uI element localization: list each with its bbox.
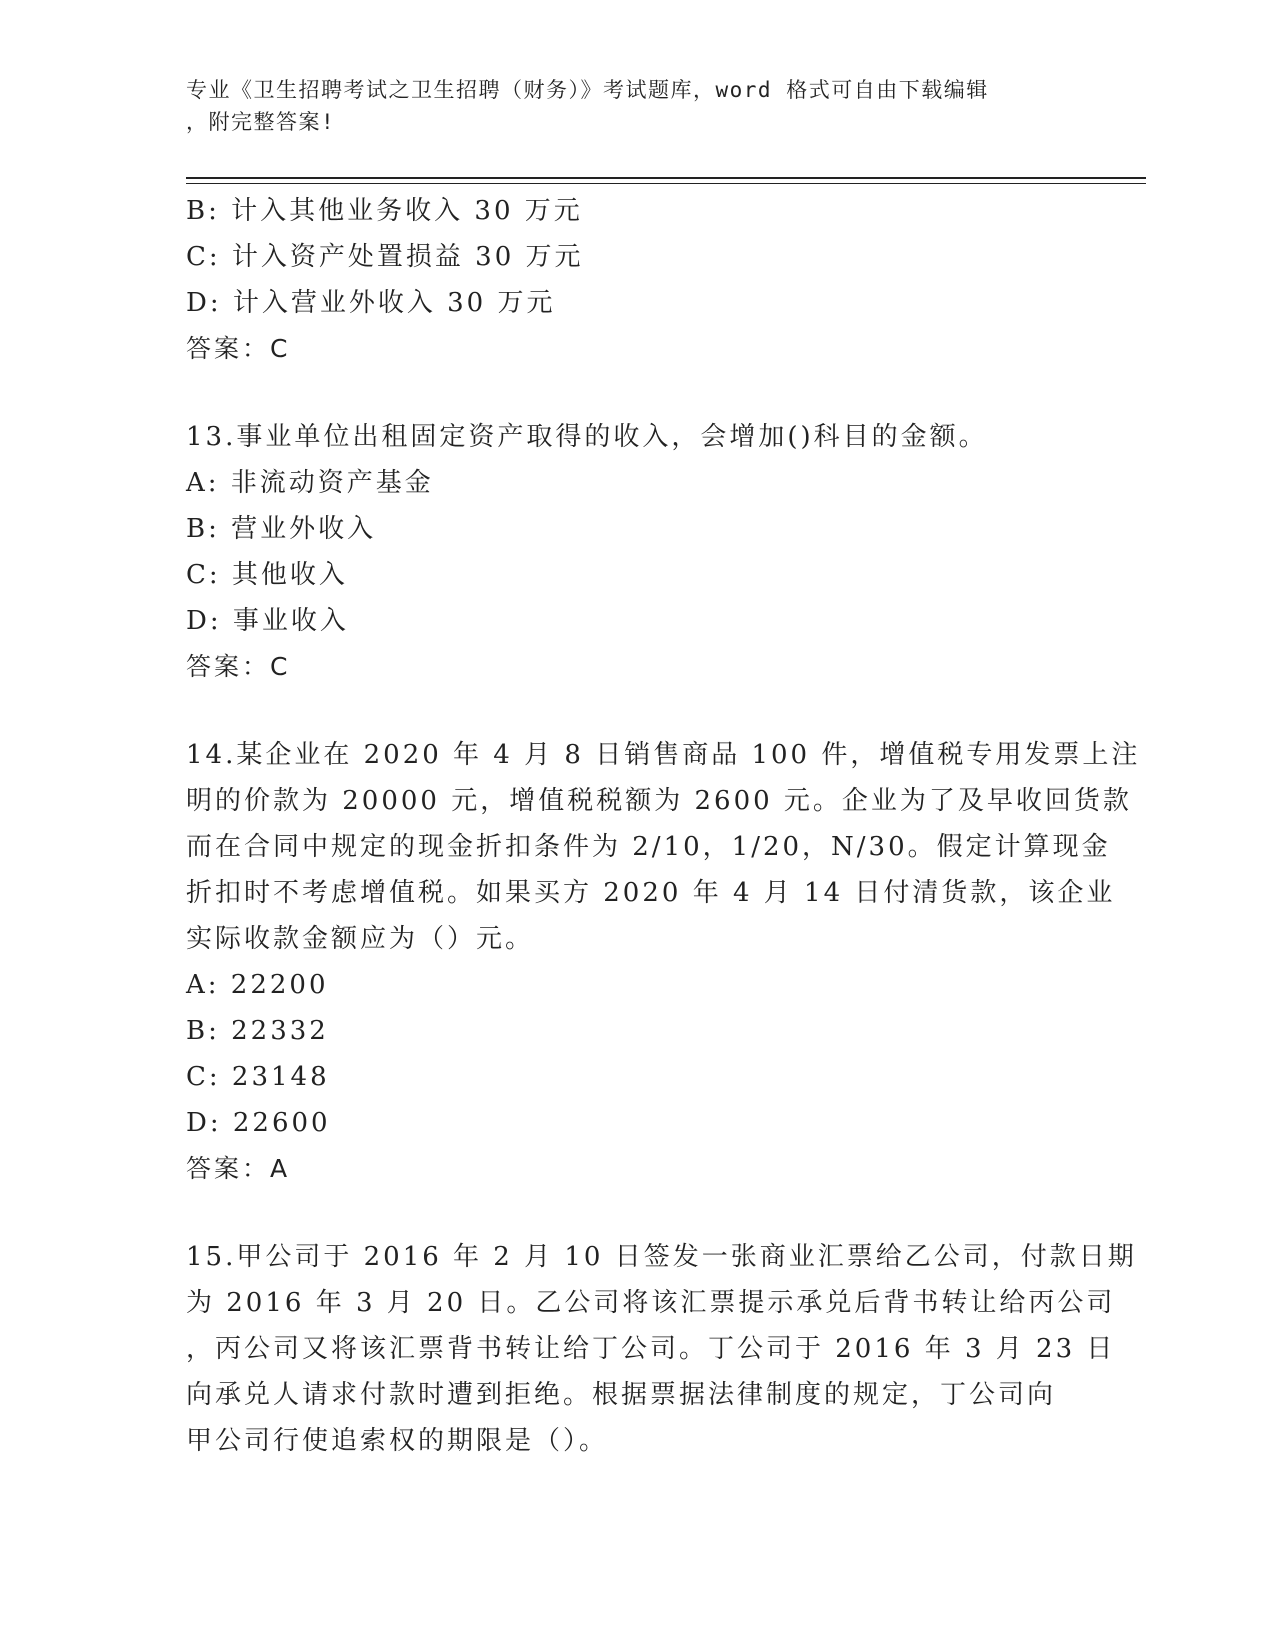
question-stem-line: ，丙公司又将该汇票背书转让给丁公司。丁公司于 2016 年 3 月 23 日	[186, 1334, 1116, 1364]
document-header	[186, 74, 1066, 138]
header-divider-thin	[186, 183, 1146, 184]
option-c: C: 计入资产处置损益 30 万元	[186, 242, 584, 272]
question-stem-line: 明的价款为 20000 元，增值税税额为 2600 元。企业为了及早收回货款	[186, 786, 1132, 816]
spacer	[186, 690, 1066, 732]
option-a: A: 22200	[186, 970, 329, 1000]
option-c: C: 其他收入	[186, 560, 348, 590]
question-stem-line: 而在合同中规定的现金折扣条件为 2/10，1/20，N/30。假定计算现金	[186, 832, 1111, 862]
option-d: D: 计入营业外收入 30 万元	[186, 288, 556, 318]
option-b: B: 22332	[186, 1016, 329, 1046]
question-stem-line: 甲公司行使追索权的期限是（）。	[186, 1426, 609, 1456]
question-stem-line: 为 2016 年 3 月 20 日。乙公司将该汇票提示承兑后背书转让给丙公司	[186, 1288, 1116, 1318]
document-body	[186, 188, 1141, 1464]
spacer	[186, 1192, 1066, 1234]
header-divider-thick	[186, 177, 1146, 179]
question-12-tail	[186, 188, 1066, 372]
answer: 答案：C	[186, 334, 291, 363]
question-stem-line: 15.甲公司于 2016 年 2 月 10 日签发一张商业汇票给乙公司，付款日期	[186, 1242, 1137, 1272]
question-stem: 13.事业单位出租固定资产取得的收入，会增加()科目的金额。	[186, 422, 988, 452]
option-d: D: 事业收入	[186, 606, 349, 636]
spacer	[186, 372, 1066, 414]
option-c: C: 23148	[186, 1062, 330, 1092]
header-line-1: 专业《卫生招聘考试之卫生招聘（财务）》考试题库，word 格式可自由下载编辑	[186, 78, 989, 102]
question-15	[186, 1234, 1137, 1464]
option-b: B: 计入其他业务收入 30 万元	[186, 196, 583, 226]
option-d: D: 22600	[186, 1108, 331, 1138]
question-stem-line: 折扣时不考虑增值税。如果买方 2020 年 4 月 14 日付清货款，该企业	[186, 878, 1116, 908]
question-stem-line: 14.某企业在 2020 年 4 月 8 日销售商品 100 件，增值税专用发票上注	[186, 740, 1141, 770]
question-13	[186, 414, 1066, 690]
question-stem-line: 向承兑人请求付款时遭到拒绝。根据票据法律制度的规定，丁公司向	[186, 1380, 1057, 1410]
option-b: B: 营业外收入	[186, 514, 377, 544]
answer: 答案：C	[186, 652, 291, 681]
question-14	[186, 732, 1141, 1192]
question-stem-line: 实际收款金额应为（）元。	[186, 924, 535, 954]
option-a: A: 非流动资产基金	[186, 468, 434, 498]
answer: 答案：A	[186, 1154, 291, 1183]
header-line-2: ，附完整答案!	[186, 110, 336, 134]
